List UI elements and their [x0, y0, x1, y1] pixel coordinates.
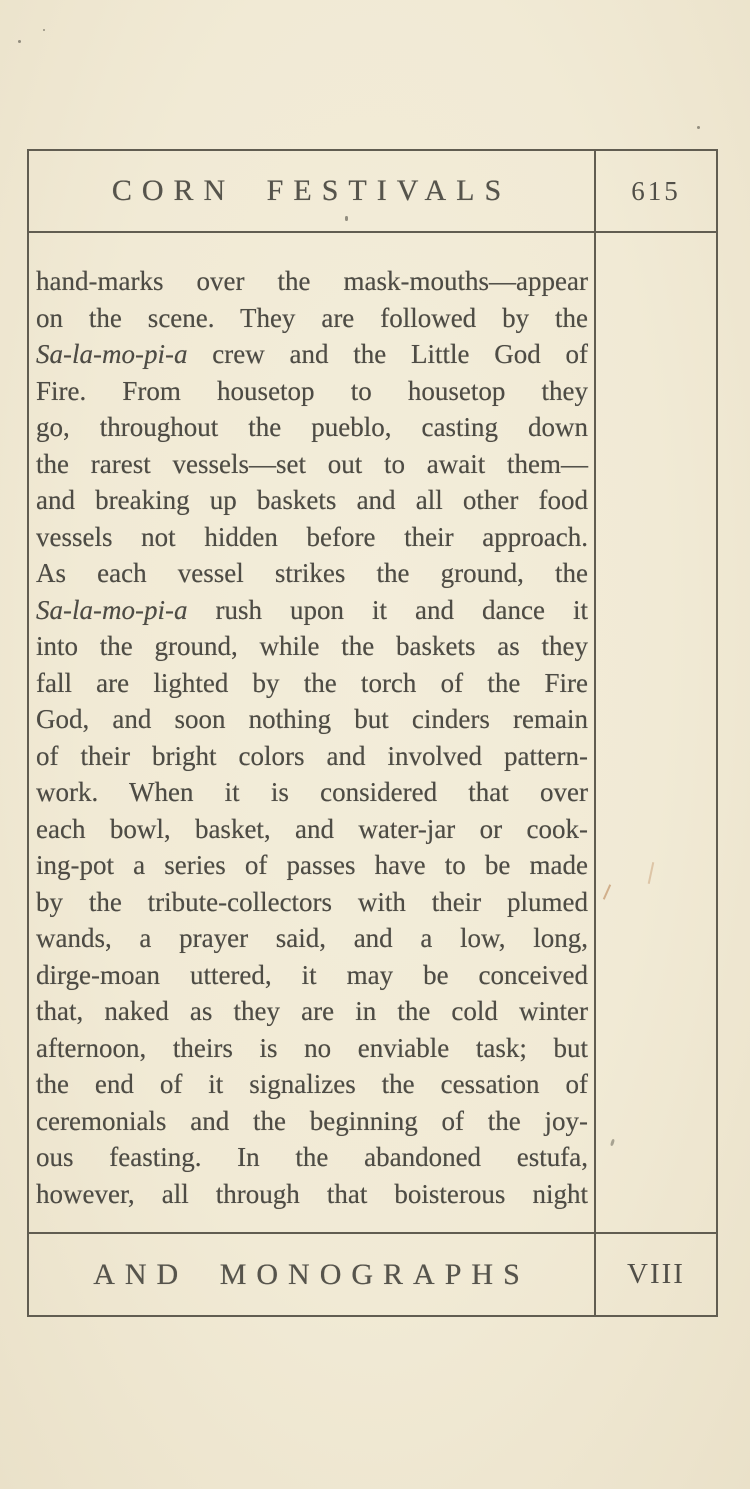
text-line: God, and soon nothing but cinders remain — [36, 704, 588, 734]
page-number: 615 — [631, 175, 681, 206]
text-line: on the scene. They are followed by the — [36, 302, 588, 333]
paper-speck — [697, 126, 700, 129]
text-line: work. When it is considered that over — [36, 777, 588, 807]
paper-speck — [345, 216, 348, 221]
body-region — [29, 233, 716, 1232]
text-line: vessels not hidden before their approach. — [36, 521, 588, 552]
text-line: ceremonials and the beginning of the joy- — [36, 1105, 588, 1136]
volume-number: VIII — [627, 1258, 685, 1290]
text-line: Sa-la-mo-pi-a crew and the Little God of — [36, 339, 588, 369]
text-line: each bowl, basket, and water-jar or cook- — [36, 813, 588, 844]
text-line: Sa-la-mo-pi-a rush upon it and dance it — [36, 594, 588, 625]
body-text-column — [29, 233, 596, 1232]
italic-phrase: Sa-la-mo-pi-a — [36, 594, 188, 625]
text-line: afternoon, theirs is no enviable task; but — [36, 1032, 588, 1063]
paper-speck — [18, 40, 21, 43]
text-line: by the tribute-collectors with their plumed — [36, 886, 588, 917]
text-line: the end of it signalizes the cessation of — [36, 1069, 588, 1099]
text-line: of their bright colors and involved pattern- — [36, 740, 588, 771]
italic-phrase: Sa-la-mo-pi-a — [36, 339, 188, 369]
text-line: however, all through that boisterous night — [36, 1178, 588, 1209]
text-line: go, throughout the pueblo, casting down — [36, 412, 588, 442]
margin-column — [596, 233, 716, 1232]
text-line: hand-marks over the mask-mouths—appear — [36, 266, 588, 296]
text-line: and breaking up baskets and all other food — [36, 485, 588, 515]
text-line: the rarest vessels—set out to await them— — [36, 448, 588, 479]
text-line: dirge-moan uttered, it may be conceived — [36, 959, 588, 990]
series-title: AND MONOGRAPHS — [29, 1234, 596, 1315]
text-line: wands, a prayer said, and a low, long, — [36, 923, 588, 953]
page-rule-frame — [27, 149, 718, 1317]
text-line: Fire. From housetop to housetop they — [36, 375, 588, 406]
paper-speck — [43, 29, 45, 31]
text-line: As each vessel strikes the ground, the — [36, 558, 588, 588]
page-title: CORN FESTIVALS — [29, 151, 596, 231]
running-header — [29, 151, 716, 233]
text-line: ing-pot a series of passes have to be made — [36, 850, 588, 880]
text-line: ous feasting. In the abandoned estufa, — [36, 1142, 588, 1172]
text-line: that, naked as they are in the cold winter — [36, 996, 588, 1026]
text-line: fall are lighted by the torch of the Fire — [36, 667, 588, 698]
running-footer — [29, 1232, 716, 1315]
text-line: into the ground, while the baskets as they — [36, 631, 588, 661]
